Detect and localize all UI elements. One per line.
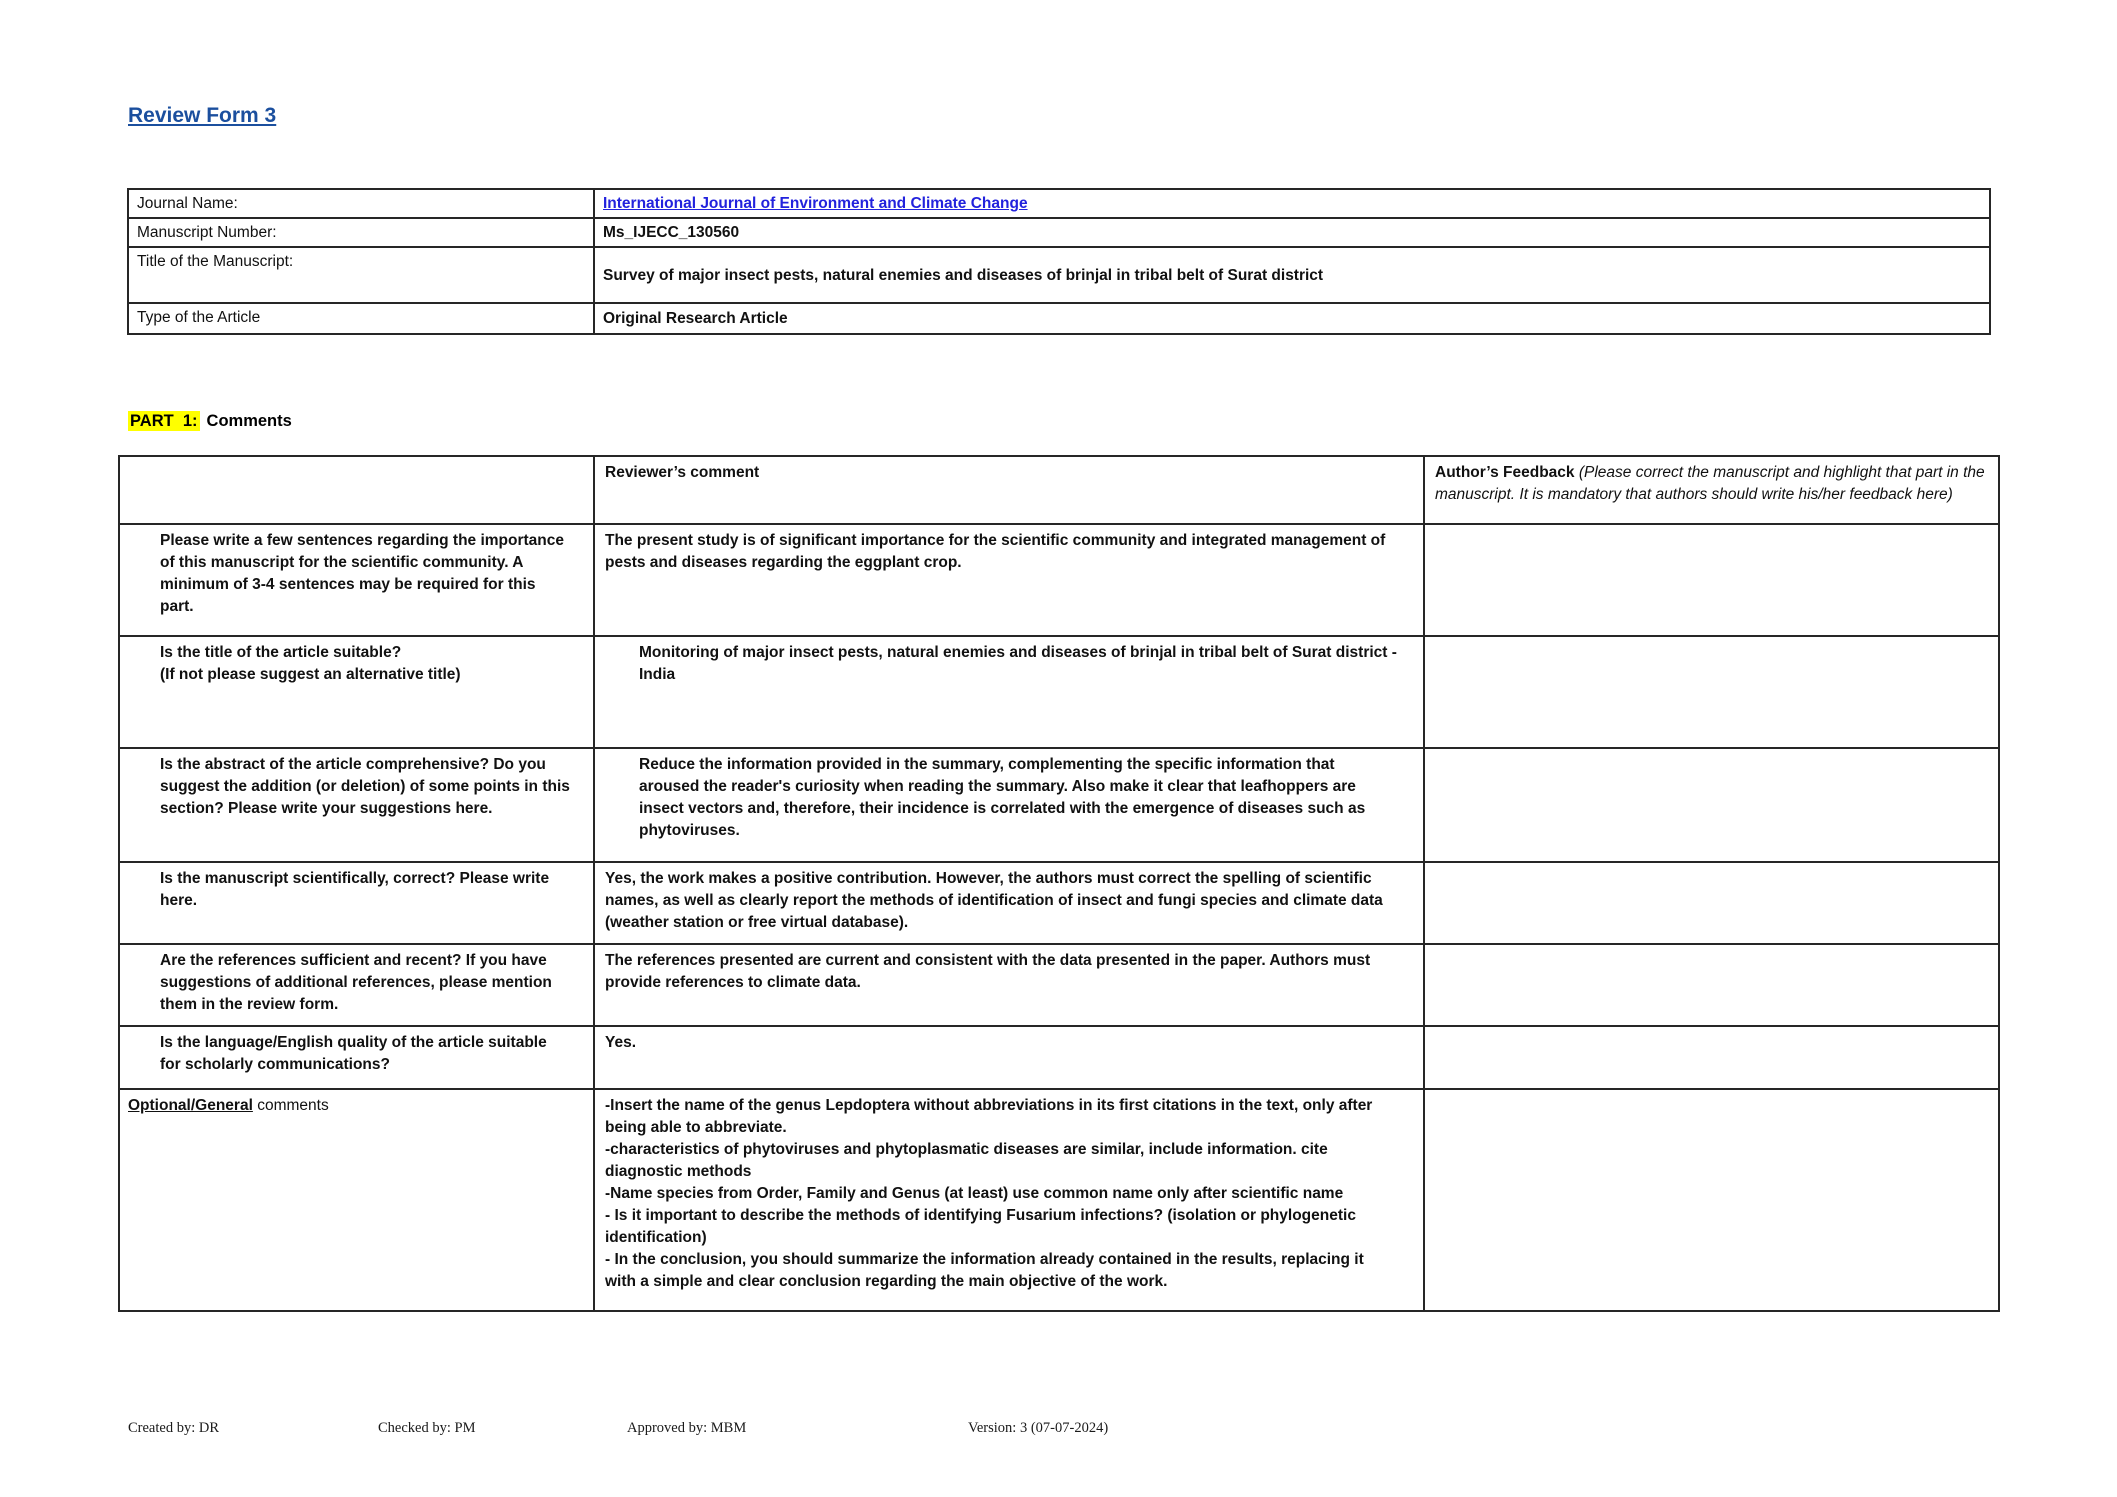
part1-title: Comments [206, 412, 292, 430]
reviewer-comment-abstract: Reduce the information provided in the summary, complementing the specific information that aroused the reader's curiosity when reading the summary. Also make it clear that leafhoppers are insect vectors and, therefore, their incidence is correlated with the emergence of diseases such as phytoviruses. [594, 748, 1424, 862]
page-title: Review Form 3 [128, 104, 277, 127]
author-feedback-cell[interactable] [1424, 862, 1999, 944]
author-feedback-cell[interactable] [1424, 748, 1999, 862]
table-row [119, 1089, 1999, 1311]
table-row [128, 247, 1990, 303]
table-row [119, 636, 1999, 748]
question-optional-general: Optional/General comments [119, 1089, 594, 1311]
author-feedback-header [1424, 456, 1999, 524]
journal-name-link[interactable]: International Journal of Environment and Climate Change [603, 195, 1028, 212]
reviewer-comment-importance: The present study is of significant importance for the scientific community and integrated management of pests and diseases regarding the eggplant crop. [594, 524, 1424, 636]
footer-checked-by: Checked by: PM [378, 1420, 476, 1436]
table-row [119, 1026, 1999, 1089]
reviewer-comment-title-suitable: Monitoring of major insect pests, natural enemies and diseases of brinjal in tribal belt of Surat district - India [594, 636, 1424, 748]
article-type-label: Type of the Article [128, 303, 594, 334]
question-references: Are the references sufficient and recent? If you have suggestions of additional references, please mention them in the review form. [119, 944, 594, 1026]
manuscript-number-value: Ms_IJECC_130560 [594, 218, 1990, 247]
question-header-cell [119, 456, 594, 524]
manuscript-title-value: Survey of major insect pests, natural enemies and diseases of brinjal in tribal belt of Surat district [594, 247, 1990, 303]
question-title-suitable: Is the title of the article suitable? (If not please suggest an alternative title) [119, 636, 594, 748]
reviewer-comment-language-quality: Yes. [594, 1026, 1424, 1089]
table-row [119, 944, 1999, 1026]
table-header-row [119, 456, 1999, 524]
comments-table [118, 455, 2000, 1312]
part1-heading [128, 412, 292, 431]
manuscript-number-label: Manuscript Number: [128, 218, 594, 247]
reviewer-comment-header: Reviewer’s comment [594, 456, 1424, 524]
footer-approved-by: Approved by: MBM [627, 1420, 747, 1436]
question-importance: Please write a few sentences regarding the importance of this manuscript for the scientific community. A minimum of 3-4 sentences may be required for this part. [119, 524, 594, 636]
author-feedback-cell[interactable] [1424, 1026, 1999, 1089]
part1-label-highlight: PART 1: [130, 412, 198, 430]
table-row [119, 524, 1999, 636]
author-feedback-header-note: (Please correct the manuscript and highlight that part in the manuscript. It is mandatory that authors should write his/her feedback here) [1435, 464, 1985, 503]
article-type-value: Original Research Article [594, 303, 1990, 334]
journal-name-label: Journal Name: [128, 189, 594, 218]
table-row [128, 303, 1990, 334]
table-row [128, 218, 1990, 247]
question-scientifically-correct: Is the manuscript scientifically, correct? Please write here. [119, 862, 594, 944]
table-row [128, 189, 1990, 218]
author-feedback-cell[interactable] [1424, 524, 1999, 636]
author-feedback-cell[interactable] [1424, 1089, 1999, 1311]
document-footer [0, 1420, 2117, 1450]
author-feedback-cell[interactable] [1424, 944, 1999, 1026]
question-abstract: Is the abstract of the article comprehensive? Do you suggest the addition (or deletion) of some points in this section? Please write your suggestions here. [119, 748, 594, 862]
question-language-quality: Is the language/English quality of the article suitable for scholarly communications? [119, 1026, 594, 1089]
reviewer-comment-optional-general: -Insert the name of the genus Lepdoptera without abbreviations in its first citations in the text, only after being able to abbreviate. -characteristics of phytoviruses and phytoplasmatic diseases are similar, include information. cite diagnostic methods -Name species from Order, Family and Genus (at least) use common name only after scientific name - Is it important to describe the methods of identifying Fusarium infections? (isolation or phylogenetic identification) - In the conclusion, you should summarize the information already contained in the results, replacing it with a simple and clear conclusion regarding the main objective of the work. [594, 1089, 1424, 1311]
table-row [119, 748, 1999, 862]
author-feedback-header-title: Author’s Feedback [1435, 464, 1579, 481]
footer-created-by: Created by: DR [128, 1420, 220, 1436]
author-feedback-cell[interactable] [1424, 636, 1999, 748]
reviewer-comment-scientifically-correct: Yes, the work makes a positive contribution. However, the authors must correct the spelling of scientific names, as well as clearly report the methods of identification of insect and fungi species and climate data (weather station or free virtual database). [594, 862, 1424, 944]
manuscript-title-label: Title of the Manuscript: [128, 247, 594, 303]
manuscript-info-table [127, 188, 1991, 335]
footer-version: Version: 3 (07-07-2024) [968, 1420, 1109, 1436]
table-row [119, 862, 1999, 944]
reviewer-comment-references: The references presented are current and consistent with the data presented in the paper. Authors must provide references to climate data. [594, 944, 1424, 1026]
